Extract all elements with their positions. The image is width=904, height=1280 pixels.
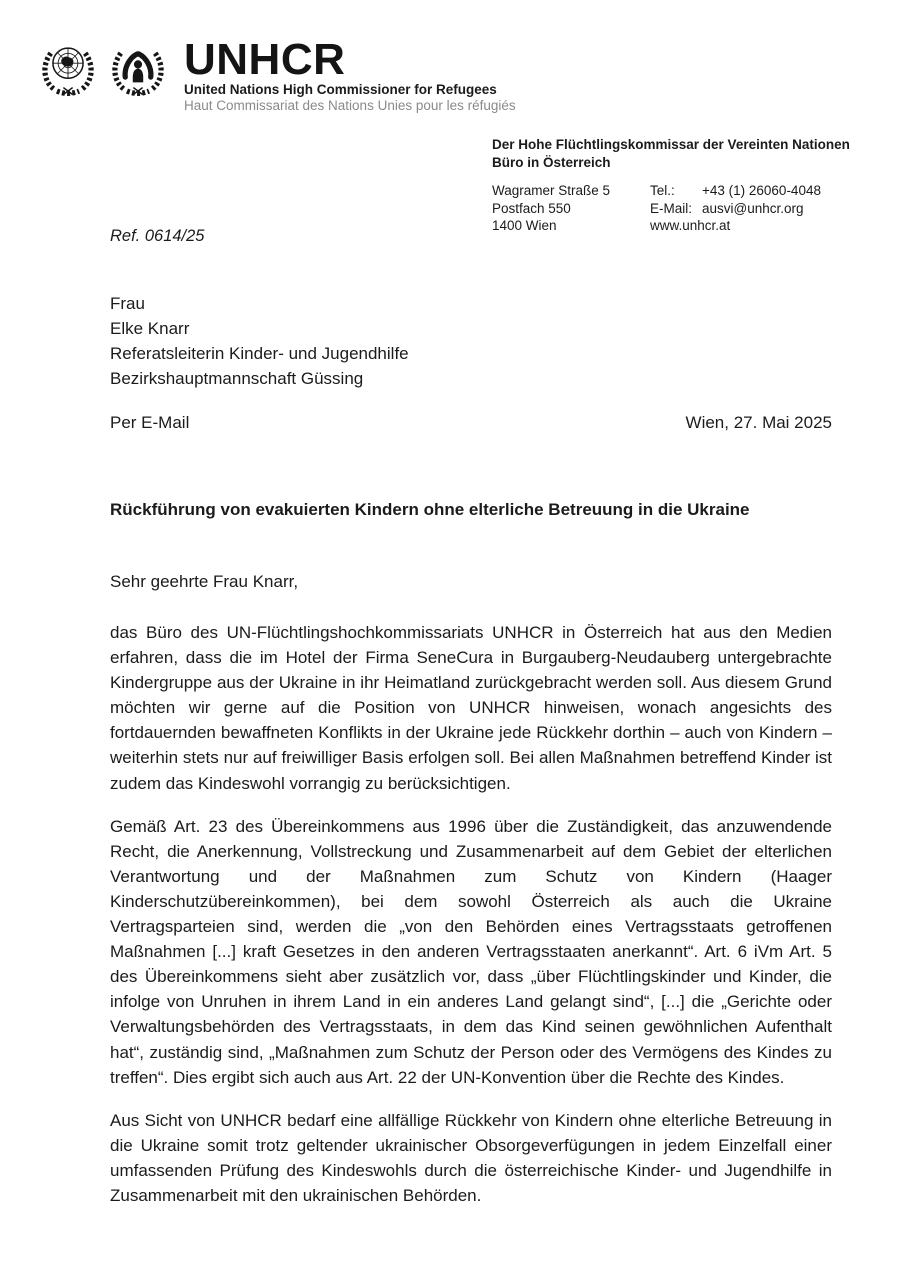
org-subtitle-french: Haut Commissariat des Nations Unies pour les réfugiés: [184, 98, 516, 114]
address-line-street: Wagramer Straße 5: [492, 183, 611, 198]
recipient-salutation-title: Frau: [110, 294, 145, 313]
tel-label: Tel.:: [650, 183, 675, 198]
email-value: ausvi@unhcr.org: [702, 200, 804, 216]
delivery-method: Per E-Mail: [110, 413, 190, 432]
delivery-date-row: [110, 413, 832, 433]
tel-value: +43 (1) 26060-4048: [702, 183, 821, 198]
org-wordmark: UNHCR: [184, 35, 346, 84]
office-address-block: [492, 136, 862, 235]
body-paragraph-1: das Büro des UN-Flüchtlingshochkommissariats UNHCR in Österreich hat aus den Medien erfahren, dass die im Hotel der Firma SeneCura in Burgauberg-Neudauberg untergebrachte Kindergruppe aus der Ukraine in ihr Heimatland zurückgebracht werden soll. Aus diesem Grund möchten wir gerne auf die Position von UNHCR hinweisen, wonach angesichts des fortdauernden bewaffneten Konflikts in der Ukraine jede Rückkehr dorthin – auch von Kindern – weiterhin stets nur auf freiwilliger Basis erfolgen soll. Bei allen Maßnahmen betreffend Kinder ist zudem das Kindeswohl vorrangig zu berücksichtigen.: [110, 623, 832, 793]
salutation: Sehr geehrte Frau Knarr,: [110, 572, 299, 591]
office-title-line1: Der Hohe Flüchtlingskommissar der Vereinten Nationen: [492, 137, 850, 152]
body-paragraph-3: Aus Sicht von UNHCR bedarf eine allfällige Rückkehr von Kindern ohne elterliche Betreuung in die Ukraine somit trotz geltender ukrainischer Obsorgeverfügungen in jedem Einzelfall einer umfassenden Prüfung des Kindeswohls durch die österreichische Kinder- und Jugendhilfe in Zusammenarbeit mit den ukrainischen Behörden.: [110, 1110, 832, 1205]
org-subtitle-english: United Nations High Commissioner for Refugees: [184, 82, 497, 98]
office-street-address: [492, 182, 650, 235]
unhcr-shelter-icon: [106, 40, 170, 98]
recipient-role: Referatsleiterin Kinder- und Jugendhilfe: [110, 344, 409, 363]
office-title-line2: Büro in Österreich: [492, 154, 611, 170]
recipient-name: Elke Knarr: [110, 319, 190, 338]
reference-number: Ref. 0614/25: [110, 227, 205, 245]
unhcr-letterhead: [36, 35, 516, 114]
body-paragraph-2: Gemäß Art. 23 des Übereinkommens aus 1996 über die Zuständigkeit, das anzuwendende Recht, die Anerkennung, Vollstreckung und Zusammenarbeit auf dem Gebiet der elterlichen Verantwortung und der Maßnahmen zum Schutz von Kindern (Haager Kinderschutzübereinkommen), bei dem sowohl Österreich als auch die Ukraine Vertragsparteien sind, werden die „von den Behörden eines Vertragsstaats getroffenen Maßnahmen [...] kraft Gesetzes in den anderen Vertragsstaaten anerkannt“. Art. 6 iVm Art. 5 des Übereinkommens sieht aber zusätzlich vor, dass „über Flüchtlingskinder und Kinder, die infolge von Unruhen in ihrem Land in ein anderes Land gelangt sind“, [...] die „Gerichte oder Verwaltungsbehörden des Vertragsstaats, in dem das Kind seinen gewöhnlichen Aufenthalt hat“, zuständig sind, „Maßnahmen zum Schutz der Person oder des Vermögens des Kindes zu treffen“. Dies ergibt sich auch aus Art. 22 der UN-Konvention über die Rechte des Kindes.: [110, 816, 832, 1087]
address-line-pobox: Postfach 550: [492, 200, 571, 216]
office-contact-details: [650, 182, 862, 235]
logo-text-block: [184, 35, 516, 114]
letter-body: [110, 620, 832, 1226]
un-globe-icon: [36, 40, 100, 98]
recipient-address: [110, 291, 409, 391]
recipient-organization: Bezirkshauptmannschaft Güssing: [110, 369, 364, 388]
address-line-city: 1400 Wien: [492, 218, 557, 233]
subject-line: Rückführung von evakuierten Kindern ohne elterliche Betreuung in die Ukraine: [110, 500, 750, 519]
date-line: Wien, 27. Mai 2025: [685, 413, 832, 432]
website-value: www.unhcr.at: [650, 218, 731, 233]
email-label: E-Mail:: [650, 200, 693, 216]
